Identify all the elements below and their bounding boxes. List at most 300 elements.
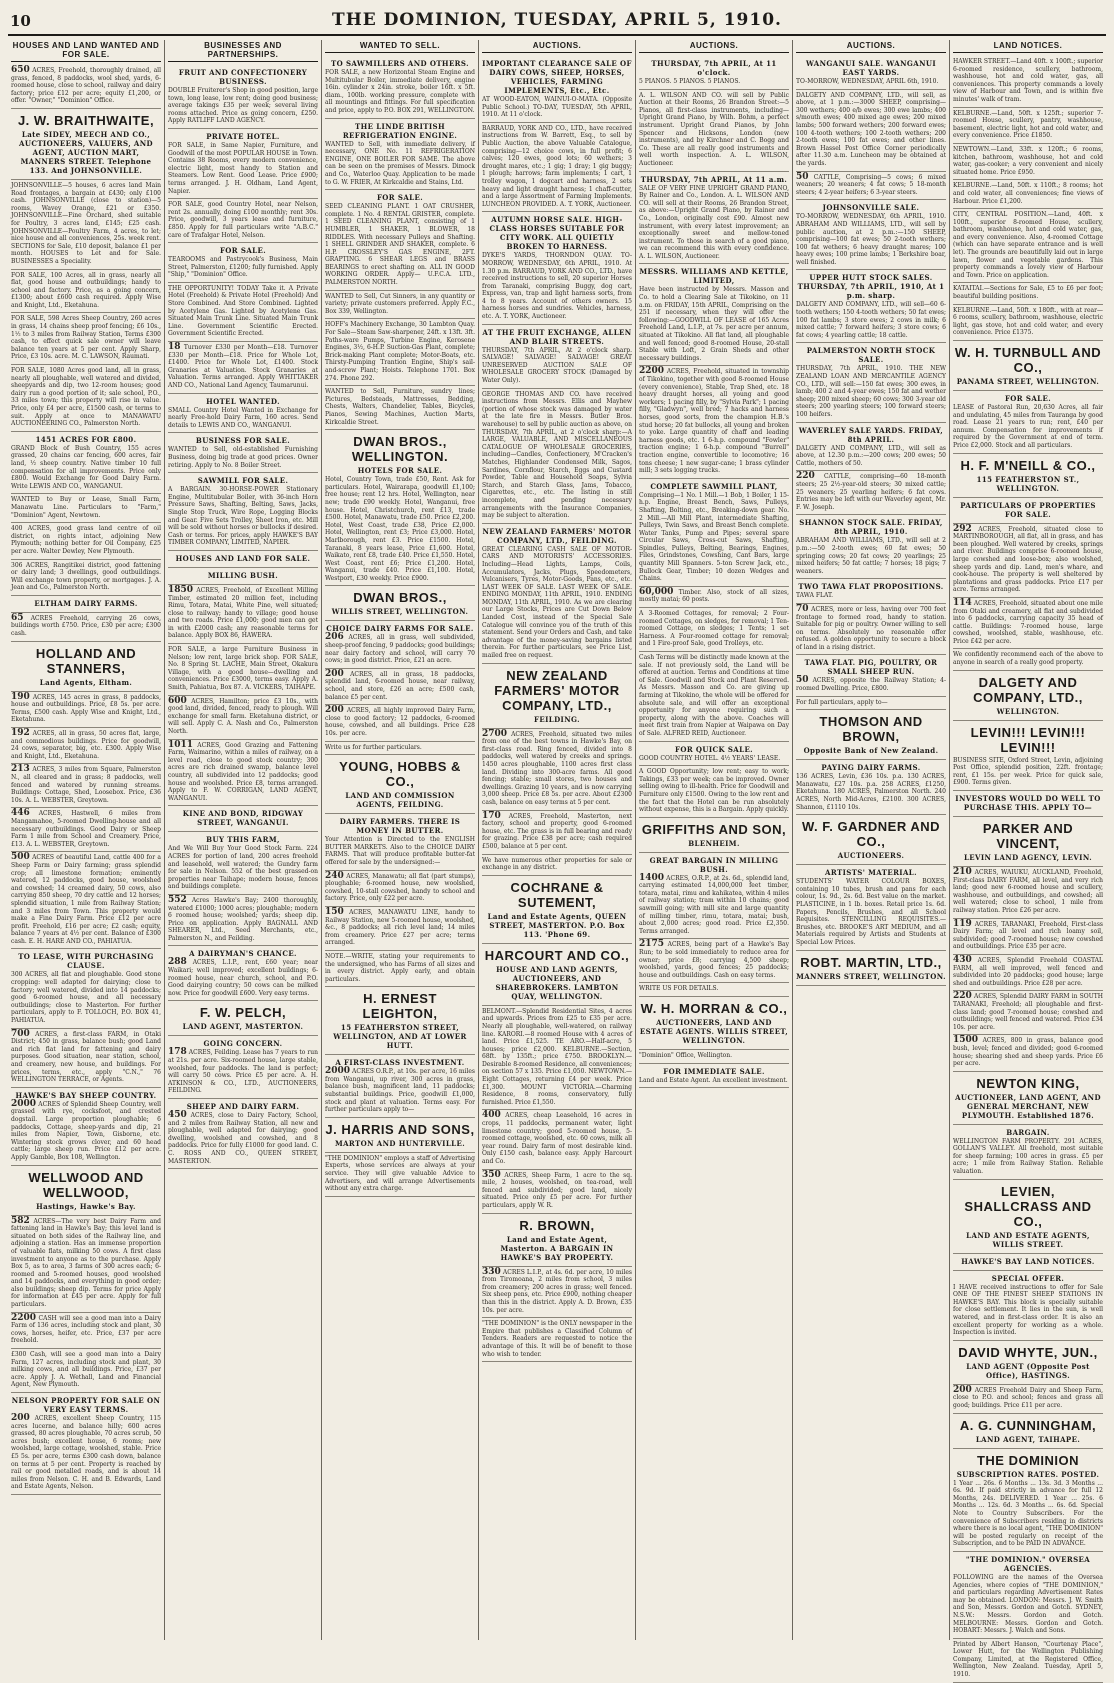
classified-ad: [953, 1180, 1103, 1254]
classified-ad: [482, 1170, 632, 1214]
classified-ad: [325, 190, 475, 291]
ad-lead-number: 200: [325, 705, 344, 716]
ad-display-name: WELLWOOD AND WELLWOOD,: [28, 1169, 144, 1200]
ad-body: KATAITAI.—Sections for Sale, £5 to £6 per foot; beautiful building positions.: [953, 285, 1103, 301]
classified-ad: [11, 523, 161, 559]
ad-heading: DAIRY FARMERS. THERE IS MONEY IN BUTTER.: [339, 817, 461, 836]
classified-ad: [11, 270, 161, 314]
ad-heading: ARTISTS' MATERIAL.: [825, 868, 917, 878]
ad-heading: HAWKE'S BAY SHEEP COUNTRY.: [15, 1090, 157, 1100]
ad-display-name: H. F. M'NEILL & CO.,: [960, 457, 1096, 473]
classified-ad: [11, 1166, 161, 1216]
ad-body: TO-MORROW, WEDNESDAY, APRIL 6th, 1910.: [796, 78, 939, 85]
ad-heading: "THE DOMINION." OVERSEA AGENCIES.: [965, 1554, 1091, 1573]
ad-heading: PRIVATE HOTEL.: [206, 131, 280, 141]
classified-ad: [639, 90, 789, 172]
ad-lead-number: 200: [953, 1384, 972, 1395]
ad-lead-number: 119: [953, 918, 972, 929]
classified-ad: [796, 951, 946, 986]
ad-heading: Late SIDEY, MEECH AND CO., AUCTIONEERS, VALUERS, AND AGENT, AUCTION MART, MANNERS STREET. Telephone 133. And JOHNSONVILLE.: [19, 129, 153, 175]
ad-heading: FRUIT AND CONFECTIONERY BUSINESS.: [178, 68, 308, 86]
classified-ad: [953, 1341, 1103, 1385]
classified-ad: [639, 742, 789, 767]
ad-heading: WELLINGTON.: [996, 706, 1060, 716]
ad-lead-number: 206: [325, 632, 344, 643]
classified-ad: [168, 394, 318, 434]
ad-heading: INVESTORS WOULD DO WELL TO PURCHASE THIS. APPLY TO—: [955, 794, 1101, 813]
ad-body: 350 ACRES, Sheep Farm, 1 acre to the sq. mile, 2 houses, woolshed, on tea-road, well fenced and subdivided; good land, nicely situated. Price only £5 per acre. For further particulars, apply W. R.: [482, 1169, 632, 1209]
classified-ad: [11, 764, 161, 808]
classified-ad: [325, 907, 475, 951]
ad-body: A 3-Roomed Cottages, for removal; 2 Four-roomed Cottages, on sledges, for removal; 1 Ten-roomed Cottage, on sledges; 1 Tents; 1 set Harness. A Four-roomed cottage for removal; and 1 Fire-proof Sale, good Trolleys, etc.: [639, 610, 789, 648]
ad-body: CITY, CENTRAL POSITION.—Land, 40ft. x 100ft., superior 8-roomed House, scullery, bathroom, washhouse, hot and cold water, gas, and every convenience. Also, 4-roomed Cottage (which can have separate entrance and is well let). The grounds are beautifully laid out in large lawn, flower and vegetable gardens. This property commands a lovely view of Harbour and Town. Price on application.: [953, 211, 1103, 279]
classified-ad: [796, 515, 946, 579]
classified-ad: [482, 729, 632, 811]
ad-body: HOFF's Machinery Exchange, 30 Lambton Quay. For Sale—Steam Saw-sharpener, 24ft. x 13ft. 3ft. Paths-ware Pumps, Turbine Engine, Kerosene Engines, 3½, 6-H.P. Suction-Gas Plant, complete; Brick-making Plant complete; Motor-Boats, etc. Thirsty-Pumping Trantion Engine, Ship's sail-and-screw Plant; Hoists. Telephone 1701. Box 274. Phone 292.: [325, 321, 475, 382]
classified-ad: [639, 366, 789, 478]
ad-body: NEWTOWN.—Land, 33ft. x 120ft.; 6 rooms, kitchen, bathroom, washhouse, hot and cold water, gas-cooker; a very convenient and nicely situated home. Price £950.: [953, 145, 1103, 176]
ad-body: 1011 ACRES, Good Grazing and Fattening Farm, Waimarino, within a miles of railway, on a level road, close to good stock country; 300 acres are rich drained swamp, balance level country, all subdivided into 12 paddocks; good house and woolshed. Price £8, terms arranged. Apply to F. W. CORRIGAN, LAND AGENT, WANGANUI.: [168, 739, 318, 802]
columns-area: [8, 40, 1106, 1679]
ad-body: SEED CLEANING PLANT. 1 OAT CRUSHER, complete. 1 No. 4 RENTAL GRISTER, complete. 1 SEED CLEANING PLANT, consisting of 1 HUMBLER, 1 SHAKER, 1 BLOWER, 18 RIDDLES. With necessary Pulleys and Shafting. 1 SHELL GRINDER AND SHAKER, complete. 6 H.P. CROSSLEY'S GAS ENGINE, 2FT. GRAPTING. 6 SHEAR LEGS and BRASS BEARINGS to erect shafting on. ALL IN GOOD WORKING ORDER. Apply— U.F.C.A. LTD., PALMERSTON NORTH.: [325, 203, 475, 287]
ad-body: "THE DOMINION" is the ONLY newspaper in the Empire that publishes a Classified Column of Tenders. Readers are requested to notice the advantage of this. It will be of benefit to those who wish to tender.: [482, 1320, 632, 1358]
ad-display-name: NEW ZEALAND FARMERS' MOTOR COMPANY, LTD.,: [494, 667, 620, 713]
ad-lead-number: 2200: [639, 366, 665, 377]
ad-heading: BLENHEIM.: [688, 838, 740, 848]
ad-body: FOR SALE, good Country Hotel, near Nelson, rent 2s. annually, doing £100 monthly; rent 30s. Price, goodwill, 3 years lease and furniture, £850. Apply for full particulars write "A.B.C." care of Trafalgar Hotel, Nelson.: [168, 201, 318, 239]
classified-ad: [482, 1267, 632, 1319]
ad-heading: SHANNON STOCK SALE. FRIDAY, 8th APRIL, 1910.: [799, 518, 943, 537]
classified-ad: [639, 939, 789, 983]
classified-ad: [482, 1318, 632, 1362]
ad-display-name: J. W. BRAITHWAITE,: [17, 112, 155, 128]
ad-body: NOTE.—WRITE, stating your requirements to the undersigned, who has Farms of all sizes and in every district. Apply early, and obtain particulars.: [325, 952, 475, 983]
ad-body: WANTED to Sell, old-established Furnishing Business, doing big trade at good prices. Owner retiring. Apply to No. 8 Boiler Street.: [168, 446, 318, 469]
classified-ad: [796, 90, 946, 172]
ad-heading: SUBSCRIPTION RATES. POSTED.: [956, 1469, 1100, 1479]
ad-heading: THURSDAY, 7th APRIL, At 11 a.m.: [640, 174, 788, 184]
classified-ad: [953, 108, 1103, 144]
ad-body: SALE OF VERY FINE UPRIGHT GRAND PIANO, By Rainer and Co., London. A. L. WILSON AND CO. will sell at their Rooms, 26 Brandon Street, as above:—Upright Grand Piano, by Rainer and Co., London, originally cost £90. Almost new instrument, with every latest improvement; an exceptionally sweet and mellow-toned instrument. To those in search of a good piano, we can recommend this with every confidence. A. L. WILSON, Auctioneer.: [639, 184, 789, 260]
classified-ad: [953, 283, 1103, 304]
ad-body: ABRAHAM AND WILLIAMS, LTD., will sell at 2 p.m.:—50 2-tooth ewes; 60 fat ewes; 50 springing cows; 20 fat cows; 20 yearlings; 25 mixed heifers; 50 fat cattle; 7 horses; 18 pigs; 7 weaners.: [796, 537, 946, 575]
ad-lead-number: 50: [796, 675, 809, 686]
ad-heading: TO SAWMILLERS AND OTHERS.: [331, 59, 469, 68]
classified-ad: [325, 705, 475, 741]
classified-ad: [11, 1313, 161, 1349]
classified-ad: [325, 814, 475, 870]
ad-body: BELMONT.—Splendid Residential Sites, 4 acres and upwards. Prices from £25 to £35 per acre. Nearly all ploughable, well-watered, on railway line. KARORI.—8 roomed House with 4 acres of land. Price £1,525. TE ARO.—Half-acre, 5 houses; price £2,000. KELBURNE.—Section, 68ft. by 135ft.; price £750. BROOKLYN.—Desirable 8-roomed Residence, all conveniences; on section 57 x 135. Price £1,050. NEWTOWN.—Eight Cottages, returning £4 per week. Price £1,300. MOUNT VICTORIA.—Charming Residence, 8 rooms, conservatory, fully furnished. Price £1,550.: [482, 1007, 632, 1106]
ad-body: DOUBLE Fruiterer's Shop in good position, large town, long lease, low rent; doing good business; average takings £35 per week; several living rooms attached. Price as going concern, £250. Apply RATLIFF LAND AGENCY.: [168, 87, 318, 125]
ad-lead-number: 582: [11, 1215, 30, 1226]
ad-heading: KINE AND BOND, RIDGWAY STREET, WANGANUI.: [182, 809, 304, 828]
ad-heading: NEW ZEALAND FARMERS' MOTOR COMPANY, LTD., FEILDING.: [482, 526, 632, 545]
ad-display-name: NEWTON KING,: [976, 1075, 1080, 1091]
classified-ad: [796, 172, 946, 201]
ad-display-name: YOUNG, HOBBS & CO.,: [339, 759, 461, 790]
ad-body: 18 Turnover £330 per Month—£18. Turnover £330 per Month—£18. Price for Whole Lot, £1400. Price for Whole Lot, £1400. Stock Granaries at Valuation. Stock Granaries at Valuation. Terms arranged. Apply WHITTAKER AND CO., National Land Agency, Taumarunui.: [168, 342, 318, 389]
ad-heading: ELTHAM DAIRY FARMS.: [34, 598, 138, 608]
ad-body: AT WOOD-EATON, WAINUI-O-MATA. (Opposite Public School.) TO-DAY, TUESDAY, 5th APRIL, 1910. At 11 o'clock.: [482, 96, 632, 119]
ad-body: FOR SALE, a new Horizontal Steam Engine and Multitubular Boiler, immediate delivery, engine 16in. cylinder x 24in. stroke, boiler 16ft. x 5ft. diam., 100lb. working pressure, complete with all mountings and fittings. For full specification and price, apply to P.O. BOX 291, WELLINGTON.: [325, 69, 475, 114]
ad-heading: LAND AND COMMISSION AGENTS, FEILDING.: [345, 791, 455, 810]
ad-body: THE OPPORTUNITY! TODAY Take it. A Private Hotel (Freehold) & Private Hotel (Freehold) And Store Combined. And Store Combined. Lighted by Acetylene Gas. Lighted by Acetylene Gas. Situated Main Trunk Line. Situated Main Trunk Line. Government Scientific Erected. Government Scientific Erected.: [168, 284, 318, 338]
ad-heading: FEILDING.: [533, 714, 580, 724]
classified-ad: [953, 867, 1103, 919]
ad-body: A. L. WILSON AND CO. will sell by Public Auction at their Rooms, 26 Brandon Street:—5 Pianos, all first-class instruments, including—Upright Grand Piano, by Wilh. Bohm, a perfect instrument. Upright Grand Pianos, by John Spencer and Hicksons, London (new instruments), and by Kirchner and C. Bogg and Co. These are all really good instruments and well worth inspection. A. L. WILSON, Auctioneer.: [639, 91, 789, 167]
classified-ad: [11, 728, 161, 764]
classified-ad: [796, 56, 946, 90]
ad-body: 306 ACRES, Rangitikei district, good fattening or dairy land; 3 dwellings, good outbuildings. Will exchange town property, or mortgages. J. A. Jean and Co., Palmerston North.: [11, 561, 161, 592]
ad-body: 400 ACRES, cheap Leasehold, 16 acres in crops, 11 paddocks, permanent water, light limestone country; good 5-roomed house, 5-roomed cottage, woolshed, etc. 60 cows, milk all year round. Dairy farm of most desirable kind. Only £150 cash, balance easy. Apply Harcourt and Co.: [482, 1110, 632, 1165]
classified-ad: [168, 806, 318, 832]
ad-heading: WAVERLEY SALE YARDS. FRIDAY, 8th APRIL.: [798, 425, 944, 444]
ad-body: 582 ACRES—The very best Dairy Farm and fattening land in Hawke's Bay; this level land is situated on both sides of the Railway line, and adjoining a station. Has an immense proportion of valuable flats, milking 50 cows. A first class investment to anyone as to the purchase. Apply Box 5, as to area, 3 farms of 300 acres each; 6-roomed and 5-roomed houses, good woolshed and 14 paddocks, and everything in good order; also buildings; sheep dip. Terms for price Apply for information at £45 per acre. Apply for full particulars.: [11, 1215, 161, 1309]
ad-heading: MARTON AND HUNTERVILLE.: [334, 1138, 466, 1148]
classified-ad: [639, 766, 789, 818]
classified-ad: [325, 755, 475, 814]
classified-ad: [953, 817, 1103, 867]
ad-display-name: ROBT. MARTIN, LTD.,: [800, 954, 942, 970]
ad-body: We confidently recommend each of the above to anyone in search of a really good property.: [953, 651, 1103, 667]
classified-ad: [639, 1050, 789, 1064]
ad-body: 600 ACRES, Hamilton; price £3 10s., with good land, divided, fenced, ready to plough. Will exchange for small farm. Eketahuna district, or will sell. Apply C. A. Nash and Co., Palmerston North.: [168, 695, 318, 735]
ad-lead-number: 18: [168, 342, 181, 353]
masthead: [8, 10, 1106, 36]
classified-ad: [639, 652, 789, 742]
ad-display-name: DWAN BROS., WELLINGTON.: [351, 434, 449, 465]
ad-body: 1500 ACRES, 800 in grass, balance good bush, level; fenced and divided; good 6-roomed house; shearing shed and sheep yards. Price £6 per acre.: [953, 1035, 1103, 1068]
ad-body: 119 ACRES, TARANAKI, Freehold, First-class Dairy Farm; all level and rich loamy soil, subdivided; good 7-roomed house; new cowshed and outbuildings. Price £35 per acre.: [953, 918, 1103, 951]
classified-ad: [11, 692, 161, 728]
ad-heading: AUTUMN HORSE SALE. HIGH-CLASS HORSES SUITABLE FOR CITY WORK. ALL QUIETLY BROKEN TO HARNESS.: [489, 215, 625, 252]
ad-display-name: W. H. MORRAN & CO.,: [640, 1001, 788, 1016]
classified-ad: [953, 649, 1103, 670]
ad-body: 70 ACRES, more or less, having over 700 feet frontage to formed road, handy to station. Suitable for pig or poultry. Owner willing to sell on terms. Absolutely no reasonable offer refused. A golden opportunity to secure a block of land in a rising district.: [796, 603, 946, 651]
ad-body: 136 ACRES, Levin, £36 10s. p.a. 130 ACRES, Manawatu, £27 10s. p.a. 258 ACRES, £1250, Eketahuna. 180 ACRES, Palmerston North. 240 ACRES, North Mid-Acres, £2100. 300 ACRES, Shannon, £1110 10s.: [796, 773, 946, 811]
ad-body: 5 PIANOS. 5 PIANOS. 5 PIANOS.: [639, 78, 741, 85]
classified-ad: [639, 172, 789, 265]
ad-lead-number: 1011: [168, 739, 194, 750]
ad-lead-number: 450: [168, 1110, 187, 1120]
column-3: [322, 40, 479, 1640]
ad-lead-number: 350: [482, 1169, 501, 1180]
classified-ad: [639, 997, 789, 1050]
ad-display-name: J. HARRIS AND SONS,: [325, 1121, 475, 1137]
classified-ad: [168, 243, 318, 283]
column-header: AUCTIONS.: [796, 40, 946, 53]
classified-ad: [168, 740, 318, 807]
ad-heading: TO LEASE, WITH PURCHASING CLAUSE.: [18, 952, 154, 971]
ad-heading: MILLING BUSH.: [207, 570, 279, 580]
column-header: AUCTIONS.: [639, 40, 789, 53]
classified-ad: [953, 305, 1103, 341]
ad-lead-number: 292: [953, 523, 972, 534]
ad-display-name: COCHRANE & SUTEMENT,: [510, 879, 604, 910]
ad-body: £300 Cash, will see a good man into a Dairy Farm, 127 acres, including stock and plant, 30 milking cows, and all buildings. Price, £37 per acre. Apply J. A. Wethall, Land and Financial Agent, New Plymouth.: [11, 1351, 161, 1389]
ad-lead-number: 552: [168, 894, 187, 905]
classified-ad: [325, 1118, 475, 1153]
classified-ad: [11, 852, 161, 949]
ad-body: "THE DOMINION" employs a staff of Advertising Experts, whose services are always at your service. They will give valuable Advice to Advertisers, and will arrange Advertisements without any extra charge.: [325, 1154, 475, 1193]
ad-body: 292 ACRES, Freehold, situated close to MARTINBOROUGH, all flat, all in grass, and has been ploughed. Well watered by creeks, springs and river. Buildings comprise 6-roomed house, large cowshed and loose-box; also woolshed, sheep yards and dip. Land, men's whare, and cook-house. The property is well sheltered by plantations and grass paddocks. Price £17 per acre. Terms arranged.: [953, 523, 1103, 594]
classified-ad: [796, 423, 946, 472]
classified-ad: [168, 568, 318, 585]
ad-lead-number: 600: [168, 695, 187, 706]
ad-lead-number: 50: [796, 171, 809, 182]
classified-ad: [796, 579, 946, 604]
ad-body: 114 ACRES, Freehold, situated about one mile from Otaki and creamery, all flat and subdivided into 6 paddocks, carrying capacity 35 head of cattle. Buildings: 7-roomed house, large cowshed, woolshed, stable, washhouse, etc. Price £42 per acre.: [953, 597, 1103, 645]
ad-body: Write us for further particulars.: [325, 743, 422, 751]
ad-body: 300 ACRES, all flat and ploughable. Good stone cropping: well adapted for dairying; close to factory; well watered, divided into 14 paddocks; good 6-roomed house, and all necessary outbuildings; close to Masterton. For further particulars, apply to F. TOLLOCH, P.O. BOX 41, PAHIATUA.: [11, 971, 161, 1025]
classified-ad: [168, 342, 318, 394]
classified-ad: [168, 832, 318, 895]
ad-display-name: HOLLAND AND STANNERS,: [35, 645, 137, 676]
ad-body: THURSDAY, 7th APRIL, At 2 o'clock sharp. SALVAGE! SALVAGE! SALVAGE! GREAT UNRESERVED AUCTION SALE OF WHOLESALE GROCERY STOCK (Damaged by Water Only).: [482, 346, 632, 385]
ad-display-name: W. H. TURNBULL AND CO.,: [954, 345, 1102, 375]
ad-body: 400 ACRES, good grass land centre of oil district, on rights intact, adjoining New Plymouth; nothing better for Oil Company, £25 per acre. Walter Dewley, New Plymouth.: [11, 525, 161, 555]
ad-lead-number: 210: [953, 867, 972, 878]
ad-lead-number: 1400: [639, 872, 665, 883]
classified-ad: [953, 919, 1103, 955]
newspaper-title: THE DOMINION, TUESDAY, APRIL 5, 1910.: [332, 10, 782, 30]
ad-body: DALGETY AND COMPANY, LTD., will sell as above, at 12.30 p.m.:—200 cows; 200 ewes; 50 Cattle, mothers of 50.: [796, 444, 946, 467]
ad-heading: LAND AGENT, TAIHAPE.: [975, 1434, 1081, 1444]
ad-body: FOR SALE, a large Furniture Business in Nelson; low rent, large brick shop. FOR SALE, No. 8 Spring St. LACHE, Main Street, Okakura Village, with a good house—dwelling and conveniences. Price £3000, terms easy. Apply A. Smith, Pahiatua, Box 87. A. VICKERS, TAIHAPE.: [168, 646, 318, 692]
ad-heading: HOUSE AND LAND AGENTS, AUCTIONEERS, AND SHAREBROKERS. LAMBTON QUAY, WELLINGTON.: [495, 964, 619, 1001]
ad-body: 50 CATTLE, Comprising—5 cows; 6 mixed weaners; 20 weaners; 4 fat cows; 5 18-month steers; 4 2-year heifers; 6 3-year steers.: [796, 171, 946, 196]
classified-ad: [953, 1639, 1103, 1683]
classified-ad: [325, 742, 475, 756]
classified-ad: [168, 199, 318, 243]
classified-ad: [953, 1414, 1103, 1449]
classified-ad: [482, 1214, 632, 1267]
classified-ad: [168, 585, 318, 644]
ad-body: 330 ACRES L.I.P., at 4s. 6d. per acre, 10 miles from Tiromoana, 2 miles from school, 3 miles from creamery; 200 acres in grass; well fenced. Six sheep pens, etc. Price £900, nothing cheaper than this in the district. Apply A. D. Brown, £35 10s. per acre.: [482, 1266, 632, 1314]
ad-lead-number: 430: [953, 954, 972, 965]
ad-heading: BUSINESS FOR SALE.: [195, 436, 291, 446]
ad-heading: COMPLETE SAWMILL PLANT,: [650, 481, 778, 491]
ad-lead-number: 220: [796, 471, 815, 482]
ad-body: I HAVE received instructions to offer for Sale ONE OF THE FINEST SHEEP STATIONS IN HAWKE'S BAY. This block is specially suitable for close settlement. It lies in the sun, is well watered, and in first-class order. It is also an excellent property for working as a whole. Inspection is invited.: [953, 1283, 1103, 1337]
ad-lead-number: 60,000: [639, 586, 674, 597]
ad-heading: IMPORTANT CLEARANCE SALE OF DAIRY COWS, SHEEP, HORSES, VEHICLES, FARMING IMPLEMENTS, Etc., Etc.: [482, 59, 632, 95]
ad-heading: HOTELS FOR SALE.: [357, 466, 443, 476]
classified-ad: [796, 471, 946, 515]
classified-ad: [639, 983, 789, 997]
ad-body: GEORGE THOMAS AND CO. have received instructions from Messrs. Ellis and Mayhew (portion of whose stock was damaged by water at the late fire in Messrs. Butler Bros. warehouse) to sell by public auction as above, on THURSDAY, 7th APRIL, at 2 o'clock sharp:—A LARGE, VALUABLE, AND MISCELLANEOUS CATALOGUE OF WHOLESALE GROCERIES, including—Candles, Confectionery, M'Cracken's Matches, Highlander Condensed Milk, Sagos, Sardines, Cornflour, Starch, Eggs and Custard Powder, Table and Household Soaps, Sylvia Starch, and Starch Glass, Jams, Tobacco, Cigarettes, etc., etc. The listing in still incomplete, and pending necessary arrangements with the Insurance Companies, may be subject to alteration.: [482, 390, 632, 520]
ad-lead-number: 170: [482, 810, 501, 821]
ad-body: 150 ACRES, MANAWATU LINE, handy to Railway Station, new 5-roomed house, woolshed, &c., 8 paddocks; all rich level land; 14 miles from creamery. Price £27 per acre; terms arranged.: [325, 906, 475, 947]
ad-body: 240 ACRES, Manawatu; all flat (part stumps), ploughable; 6-roomed house, new woolshed, cowshed, 10-stall cowshed, handy to school and factory. Price, only £22 per acre.: [325, 870, 475, 903]
ad-heading: AT THE FRUIT EXCHANGE, ALLEN AND BLAIR STREETS.: [482, 327, 632, 346]
ad-heading: THURSDAY, 7th APRIL, At 11 o'clock.: [651, 59, 777, 77]
column-header: HOUSES AND LAND WANTED AND FOR SALE.: [11, 40, 161, 62]
classified-ad: [168, 283, 318, 342]
ad-body: 200 ACRES, all in grass, 18 paddocks, splendid land, 6-roomed house, near railway, school, and store, £26 an acre; £500 cash, balance £5 per cent.: [325, 668, 475, 701]
ad-body: 700 ACRES, a first-class FARM, in Otaki District; 450 in grass, balance bush; good Land and rich flat land for fattening and dairy purposes. Good situation, near station, school, and creamery, new house, and buildings. For prices, terms, etc., apply "C.N.," 76 WELLINGTON TERRACE, or Agents.: [11, 1028, 161, 1084]
ad-lead-number: 330: [482, 1266, 501, 1277]
classified-ad: [482, 1006, 632, 1111]
classified-ad: [953, 1035, 1103, 1071]
classified-ad: [482, 56, 632, 123]
ad-body: Your Attention is Directed to the ENGLISH BUTTER MARKETS. Also to the CHOICE DAIRY FARMS. That will produce profitable butter-fat offered for sale by the undersigned:—: [325, 836, 475, 866]
classified-ad: [796, 655, 946, 696]
ad-heading: 15 FEATHERSTON STREET, WELLINGTON, AND AT LOWER HUTT.: [333, 1023, 467, 1051]
classified-ad: [796, 697, 946, 711]
ad-body: 2200 ACRES, Freehold, situated in township of Tikokino, together with good 8-roomed House (every convenience), Stable, Trap Shed, etc. 18 heavy draught horses, all young and good workers; 1 pacing filly, by "Sylvia Park"; 1 pacing filly, "Gladwyn", well bred; 7 hacks and harness horses, good sorts, from the champion H.B.'s stud horse; 20 fat bullocks, all young and broken to yoke. Large quantity of chaff and leading harness goods, etc. 1 6-h.p. compound "Fowler" traction engine; 1 6-h.p. compound "Burrell" traction engine, convertible to locomotive; 16 tons cheese; 1 new sugar-cane; 1 brass cylinder mill; 3 sets logging trucks.: [639, 366, 789, 475]
classified-ad: [325, 621, 475, 668]
classified-ad: [11, 949, 161, 1028]
ad-body: 210 ACRES, WAIUKU, AUCKLAND, Freehold, First-class DAIRY FARM, all level, and very rich land; good new 6-roomed house and scullery, washhouse, and outbuildings, and cowshed; all well watered; close to school, 1 mile from railway station. Price £26 per acre.: [953, 867, 1103, 914]
classified-ad: [953, 598, 1103, 650]
classified-ad: [168, 473, 318, 551]
ad-heading: THE LINDE BRITISH REFRIGERATION ENGINE.: [342, 121, 458, 140]
column-header: LAND NOTICES.: [953, 40, 1103, 53]
ad-body: WANTED to Buy or Lease, Small Farm, Manawatu Line. Particulars to "Farm," "Dominion" Agent, Newtown.: [11, 496, 161, 519]
ad-heading: Hastings, Hawke's Bay.: [36, 1201, 136, 1211]
ad-body: Printed by Albert Hanson, "Courtenay Place", Lower Hutt, for the Wellington Publishing Company, Limited, at the Registered Office, Wellington, New Zealand. Tuesday, April 5, 1910.: [953, 1640, 1103, 1679]
ad-heading: AUCTIONEER, LAND AGENT, AND GENERAL MERCHANT, NEW PLYMOUTH. Established 1876.: [955, 1092, 1101, 1120]
classified-ad: [953, 1271, 1103, 1341]
classified-ad: [796, 710, 946, 760]
ad-body: 1 Year ... 26s. 6 Months ... 13s. 3d. 3 Months ... 6s. 9d. If paid strictly in advance for full 12 Months, 24s. DELIVERED. 1 Year ... 25s. 6 Months ... 12s. 6d. 3 Months ... 6s. 6d. Special Note to Country Subscribers. For the convenience of Subscribers residing in districts where there is no local agent, "THE DOMINION" will be posted regularly on receipt of the Subscription, and to be PAID IN ADVANCE.: [953, 1479, 1103, 1548]
ad-lead-number: 2200: [11, 1312, 37, 1323]
ad-body: DALGETY AND COMPANY, LTD., will sell—60 6-tooth wethers; 150 4-tooth wethers; 50 fat ewes; 100 fat lambs; 3 store ewes; 2 cows in milk; 6 mixed cattle; 7 forward heifers; 3 store cows; 6 fat cows; 4 yearling cattle; 18 cattle.: [796, 301, 946, 339]
ad-heading: PARTICULARS OF PROPERTIES FOR SALE.: [960, 500, 1096, 519]
ad-display-name: GRIFFITHS AND SON,: [641, 821, 787, 837]
ad-body: GRAND Block of Bush Country, 155 acres grassed, 20 chains car fencing, 600 acres, fair land, ½ sheep country. Native timber 10 full compensation for all improvements. Price only £800. Would Exchange for Good Dairy Farm. Write LEWIS AND CO., WANGANUI.: [11, 444, 161, 490]
classified-ad: [953, 454, 1103, 498]
ad-body: 50 ACRES, opposite the Railway Station; 4-roomed Dwelling. Price, £800.: [796, 675, 946, 693]
ad-heading: LAND AGENT, MASTERTON.: [182, 1022, 304, 1032]
ad-body: JOHNSONVILLE—5 houses, 6 acres land Main Road frontages, a bargain at £430; only £100 cash. JOHNSONVILLE (close to station)—5 rooms, Wavey Orange, £21 or £350. JOHNSONVILLE—Fine Orchard, shed suitable for Poultry, 3 acres land, £145; £25 cash. JOHNSONVILLE—Poultry Farm, 4 acres, to let; nice house and all conveniences, 25s. week rent. SECTIONS for Sale, £10 deposit, balance £1 per month. HOUSES to Let and for Sale. BUSINESSES a Speciality.: [11, 181, 161, 265]
classified-ad: [168, 1036, 318, 1099]
ad-body: KELBURNE.—Land, 50ft. x 125ft.; superior 7-roomed House, scullery, pantry, washhouse, basement, electric light, hot and cold water, and every convenience. Price £1850.: [953, 109, 1103, 140]
classified-ad: [325, 386, 475, 430]
ad-body: 170 ACRES, Freehold, Masterton, next factory, school and property, good 6-roomed house, etc. The grass is in full bearing and ready for grazing. Price £38 per acre; cash required £500, balance at 5 per cent.: [482, 810, 632, 850]
ad-body: TEAROOMS and Pastrycook's Business, Main Street, Palmerston, £1200; fully furnished. Apply "Ship," "Dominion" Office.: [168, 256, 318, 279]
ad-heading: SAWMILL FOR SALE.: [197, 476, 289, 486]
ad-lead-number: 2000: [11, 1098, 37, 1109]
ad-heading: PANAMA STREET, WELLINGTON.: [956, 377, 1100, 386]
classified-ad: [482, 811, 632, 855]
ad-body: "Dominion" Office, Wellington.: [639, 1052, 733, 1059]
ad-lead-number: 700: [11, 1028, 30, 1039]
classified-ad: [953, 144, 1103, 180]
classified-ad: [11, 180, 161, 270]
classified-ad: [482, 325, 632, 389]
classified-ad: [953, 1385, 1103, 1414]
ad-heading: SHEEP AND DAIRY FARM.: [186, 1102, 300, 1111]
ad-heading: BUY THIS FARM,: [206, 835, 280, 845]
ad-body: STUDENTS' WATER COLOUR BOXES, containing 10 tubes, brush and pans for each colour, 1s. 9d., 2s. 6d. Best value on the market. PLASTICINE, in 1 lb. boxes. Retail price 1s. 6d. Papers, Pencils, Brushes, and all School Requisites. STENCILLING REQUISITES.—Brushes, etc. BROOKE'S ART MEDIUM, and all Materials required by Artists and Students at Special Low Prices.: [796, 878, 946, 946]
ad-body: WANTED to Sell, Furniture, sundry lines; Pictures, Bedsteads, Mattresses, Bedding, Chests, Walters, Chandelier, Tables, Bicycles, Pianos, Sewing Machines, Auction Marts, Kirkcaldie Street.: [325, 388, 475, 426]
ad-display-name: PARKER AND VINCENT,: [982, 821, 1074, 852]
ad-body: WANTED to Sell, with immediate delivery, if necessary, ONE No. 11 REFRIGERATION ENGINE, ONE BOILER FOR SAME. The above can be seen on the premises of Messrs. Dimock and Co., Waterloo Quay. Application to be made to G. W. FRIER, At Kirkcaldie and Stains, Ltd.: [325, 140, 475, 186]
ad-heading: GREAT BARGAIN IN MILLING BUSH.: [649, 855, 779, 874]
classified-ad: [11, 596, 161, 613]
classified-ad: [953, 1072, 1103, 1125]
ad-body: DYKE'S YARDS, THORNDON QUAY. TO-MORROW, WEDNESDAY, 6th APRIL, 1910. At 1.30 p.m. BARRAUD, YORK AND CO., LTD., have received instructions to sell, 20 superior Horses from Taranaki, comprising Buggy, dog cart, Express, van, trap and light harness sorts, from 4 to 8 years. Account of others owners. 15 harness horses and sundries. Vehicles, harness, etc. A. T. YORK, Auctioneer.: [482, 252, 632, 321]
classified-ad: [953, 991, 1103, 1035]
ad-body: FOLLOWING are the names of the Oversea Agencies, where copies of "THE DOMINION," and particulars regarding Advertisement Rates may be obtained. LONDON: Messrs. J. W. Smith and Son, Messrs. Gordon and Gotch. SYDNEY, N.S.W.: Messrs. Gordon and Gotch. MELBOURNE: Messrs. Gordon and Gotch. HOBART: Messrs. J. Walch and Sons.: [953, 1573, 1103, 1635]
classified-ad: [11, 613, 161, 642]
classified-ad: [482, 389, 632, 524]
classified-ad: [11, 1349, 161, 1393]
ad-heading: FOR SALE.: [219, 246, 267, 256]
ad-body: 2000 ACRES of Splendid Sheep Country, well grassed with rye, cocksfoot, and crested dogstail. Large proportion ploughable; 6 paddocks, Cottage, sheep-yards and dip, 21 miles from Napier, Town, Gisborne, etc. Wintering stock grows clover, and 60 head cattle; large sheep run. Price £12 per acre. Apply Gamble, Box 108, Wellington.: [11, 1098, 161, 1161]
classified-ad: [11, 365, 161, 432]
ad-heading: AUCTIONEERS, LAND AND ESTATE AGENTS. WILLIS STREET, WELLINGTON.: [639, 1018, 789, 1045]
ad-body: LEASE of Pastoral Run, 20,630 Acres, all fair and undulating, 45 miles from Tauranga by good road. Lease 21 years to run; rent, £40 per annum. Compensation for improvements if required by the Government at end of term. Price £2,000. Stock and all particulars.: [953, 404, 1103, 449]
ad-body: 430 ACRES, Splendid Freehold COASTAL FARM, all well improved, well fenced and subdivided into 20 paddocks; good house; large shed and outbuildings. Price £28 per acre.: [953, 954, 1103, 987]
ad-heading: HAWKE'S BAY LAND NOTICES.: [961, 1256, 1095, 1266]
ad-lead-number: 192: [11, 728, 30, 739]
ad-heading: Opposite Bank of New Zealand.: [803, 746, 939, 756]
classified-ad: [796, 760, 946, 815]
ad-heading: A FIRST-CLASS INVESTMENT.: [335, 1058, 465, 1068]
classified-ad: [953, 391, 1103, 454]
classified-ad: [168, 946, 318, 1001]
classified-ad: [11, 432, 161, 495]
classified-ad: [168, 895, 318, 947]
ad-heading: Land Agents, Eltham.: [39, 677, 133, 687]
classified-ad: [796, 815, 946, 865]
ad-heading: JOHNSONVILLE SALE.: [822, 203, 920, 213]
ad-display-name: HARCOURT AND CO.,: [484, 947, 630, 963]
ad-heading: LEVIN LAND AGENCY, LEVIN.: [963, 853, 1093, 863]
classified-ad: [168, 433, 318, 473]
ad-body: 200 ACRES, excellent Sheep Country, 115 acres lucerne, and balance hilly; 600 acres grassed, 80 acres ploughable, 70 acres scrub, 50 acres bush; excellent house, 6 rooms; new woolshed, large cottage, woolshed, stable. Price £5 5s. per acre, terms £300 cash down, balance on terms at 5 per cent. Property is reached by rail or good metalled roads, and is about 14 miles from Nelson. C. H. and B. Edwards, Land and Estate Agents, Nelson.: [11, 1413, 161, 1491]
classified-ad: [953, 671, 1103, 721]
ad-lead-number: 220: [953, 991, 972, 1002]
classified-ad: [11, 560, 161, 596]
classified-ad: [953, 1125, 1103, 1180]
column-2: [165, 40, 322, 1640]
ad-body: A BARGAIN. 30-HORSE-POWER Stationary Engine, Multitubular Boiler, with 36-inch Horn Pressure Saws, Shafting, Belting, Saws, Jacks, Single Stop Truck, Wire Rope, Logging Blocks and Gear. Five Sets Trolley, Sheet Iron, etc. Mill will be sold without horses or bullocks if desired. Cash or terms. For prices, apply HAWKE'S BAY TIMBER COMPANY, LIMITED, NAPIER.: [168, 486, 318, 547]
ad-body: BUSINESS SITE, Oxford Street, Levin, adjoining Post Office, splendid position, 22ft. frontage; rent, £1 15s. per week. Price for quick sale, £900. Terms given.: [953, 756, 1103, 787]
ad-lead-number: 288: [168, 957, 187, 968]
ad-body: 2175 ACRES, being part of a Hawke's Bay Run; to be sold immediately to reduce area for owner; price £8; carrying 4,500 sheep; woolshed, yards, good fences; 25 paddocks; house and outbuildings. Cash on easy terms.: [639, 939, 789, 979]
classified-ad: [953, 1254, 1103, 1271]
ad-body: 446 ACRES, Hastwell, 6 miles from Mangamahoe, 5-roomed Dwelling-house and all necessary outbuildings. Good Dairy or Sheep Farm 1 mile from School and Creamery. Price, £13. A. L. WEBSTER, Greytown.: [11, 808, 161, 848]
ad-lead-number: 1500: [953, 1035, 979, 1046]
ad-body: 2000 ACRES O.R.P., at 10s. per acre, 16 miles from Wanganui, up river, 300 acres in grass, balance bush, magnificent land, 11 paddocks; substantial buildings. Price, goodwill £1,000, stock and plant at valuation. Terms easy. For further particulars apply to—: [325, 1066, 475, 1114]
classified-ad: [953, 524, 1103, 598]
ad-heading: TAWA FLAT. PIG, POULTRY, OR SMALL SHEEP RUN.: [804, 658, 938, 677]
ad-body: 178 ACRES, Feilding. Lease has 7 years to run at 21s. per acre. Six-roomed house, large stable, woolshed, four paddocks. The land is perfect; will carry 50 cows. Price £5 per acre. A. H. ATKINSON & CO., LTD., AUCTIONEERS, FEILDING.: [168, 1047, 318, 1095]
ad-body: 500 ACRES of beautiful Land, cattle 400 for a Sheep Farm or Dairy farming; grass splendid crop; all limestone formation; eminently watered, 12 paddocks, good house, woolshed and cowshed; 14 creamed dairy, 50 cows, also carrying 850 sheep, 70 dry cattle and 12 horses; splendid situation, 1 mile from Railway Station; and 3 miles from Town. This property would make a Fine Dairy Farm. Price £12 per acre profit. Freehold, £16 per acre; £2 cash; equity, balance 7 years at 4½ per cent. Balance of £300 cash. E. H. HARE AND CO., PAHIATUA.: [11, 852, 161, 945]
ad-heading: 1451 ACRES FOR £800.: [35, 434, 137, 444]
classified-ad: [11, 1216, 161, 1313]
page-number: 10: [10, 12, 31, 30]
ad-body: TO-MORROW, WEDNESDAY, 6th APRIL, 1910. ABRAHAM AND WILLIAMS, LTD., will sell by public auction, at 2 p.m.:—150 SHEEP, comprising—100 fat ewes; 50 2-tooth wethers; 100 fat wethers; 6 heavy draught mares; 100 heavy ewes; 100 prime lambs; 1 Berkshire boar, well finished.: [796, 213, 946, 266]
classified-ad: [168, 65, 318, 129]
ad-lead-number: 1850: [168, 584, 194, 595]
ad-lead-number: 500: [11, 852, 30, 863]
ad-lead-number: 400: [482, 1110, 501, 1121]
ad-body: FOR SALE, 598 Acres Sheep Country, 260 acres in grass, 14 chains sheep proof fencing; £6 10s., 1½ to 3 miles from Railway Station, Terms £300 cash, to effect quick sale owner will leave balance ten years at 5 per cent. Apply Sharp, Price, £3 10s. acre. M. C. LAWSON, Raumati.: [11, 315, 161, 361]
classified-ad: [639, 853, 789, 940]
column-6: [793, 40, 950, 1640]
classified-ad: [796, 865, 946, 950]
ad-display-name: F. W. PELCH,: [199, 1005, 287, 1021]
ad-body: A GOOD Opportunity; low rent; easy to work; Takings, £33 per week; can be improved. Owner selling owing to ill-health. Price for Goodwill and Furniture only £1500. Owing to the low rent and the fact that the Hotel can be run absolutely without expense, this is a Bargain. Apply quickly.: [639, 768, 789, 814]
ad-heading: PALMERSTON NORTH STOCK SALE.: [806, 346, 936, 365]
ad-body: 213 ACRES, 3 miles from Square, Palmerston N., all cleared and in grass; 8 paddocks, well fenced and watered by running streams. Buildings: Cottage, Shed, Loosebox. Price, £36 10s. A. L. WEBSTER, Greytown.: [11, 764, 161, 804]
ad-display-name: R. BROWN,: [519, 1217, 595, 1233]
